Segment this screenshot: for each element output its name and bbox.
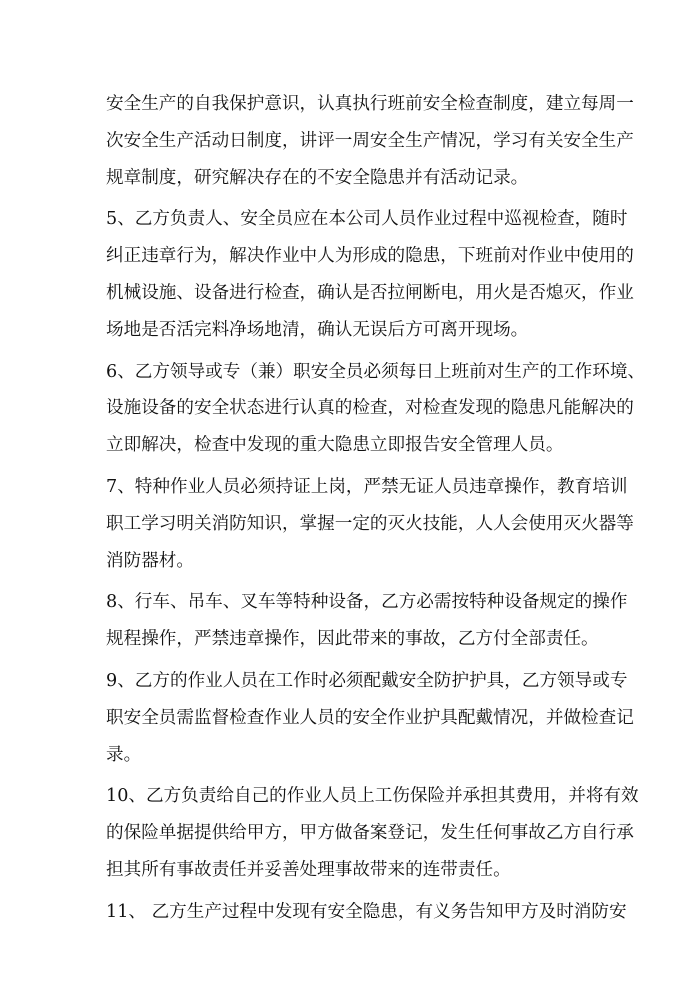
text-line: 8、行车、吊车、叉车等特种设备，乙方必需按特种设备规定的操作 — [106, 592, 628, 613]
text-line: 的保险单据提供给甲方，甲方做备案登记，发生任何事故乙方自行承 — [106, 823, 634, 844]
text-line: 10、乙方负责给自己的作业人员上工伤保险并承担其费用，并将有效 — [106, 786, 639, 807]
text-line: 安全生产的自我保护意识，认真执行班前安全检查制度，建立每周一 — [106, 94, 634, 114]
text-line: 纠正违章行为，解决作业中人为形成的隐患，下班前对作业中使用的 — [106, 246, 634, 267]
text-line: 5、乙方负责人、安全员应在本公司人员作业过程中巡视检查，随时 — [106, 209, 628, 230]
text-line: 7、特种作业人员必须持证上岗，严禁无证人员违章操作，教育培训 — [106, 476, 628, 497]
text-line: 规程操作，严禁违章操作，因此带来的事故，乙方付全部责任。 — [106, 629, 599, 650]
paragraph-safety-awareness — [106, 86, 634, 196]
text-line: 机械设施、设备进行检查，确认是否拉闸断电，用火是否熄灭，作业 — [106, 282, 634, 303]
text-line: 职安全员需监督检查作业人员的安全作业护具配戴情况，并做检查记 — [106, 707, 634, 728]
paragraph-item-9 — [106, 663, 634, 773]
text-line: 担其所有事故责任并妥善处理事故带来的连带责任。 — [106, 859, 511, 880]
document-body — [106, 86, 646, 931]
paragraph-item-7 — [106, 469, 634, 579]
text-line: 场地是否活完料净场地清，确认无误后方可离开现场。 — [106, 319, 529, 340]
paragraph-item-8 — [106, 584, 628, 658]
text-line: 次安全生产活动日制度，讲评一周安全生产情况，学习有关安全生产 — [106, 130, 634, 151]
text-line: 消防器材。 — [106, 550, 194, 571]
text-line: 立即解决，检查中发现的重大隐患立即报告安全管理人员。 — [106, 435, 564, 456]
text-line: 11、 乙方生产过程中发现有安全隐患，有义务告知甲方及时消防安 — [106, 901, 627, 922]
paragraph-item-6 — [106, 354, 646, 464]
text-line: 设施设备的安全状态进行认真的检查，对检查发现的隐患凡能解决的 — [106, 398, 634, 419]
text-line: 9、乙方的作业人员在工作时必须配戴安全防护护具，乙方领导或专 — [106, 670, 628, 691]
text-line: 录。 — [106, 744, 142, 765]
paragraph-item-11 — [106, 894, 627, 931]
paragraph-item-5 — [106, 201, 634, 348]
text-line: 职工学习明关消防知识，掌握一定的灭火技能，人人会使用灭火器等 — [106, 513, 634, 534]
text-line: 6、乙方领导或专（兼）职安全员必须每日上班前对生产的工作环境、 — [106, 361, 646, 382]
text-line: 规章制度，研究解决存在的不安全隐患并有活动记录。 — [106, 167, 529, 188]
paragraph-item-10 — [106, 778, 639, 888]
